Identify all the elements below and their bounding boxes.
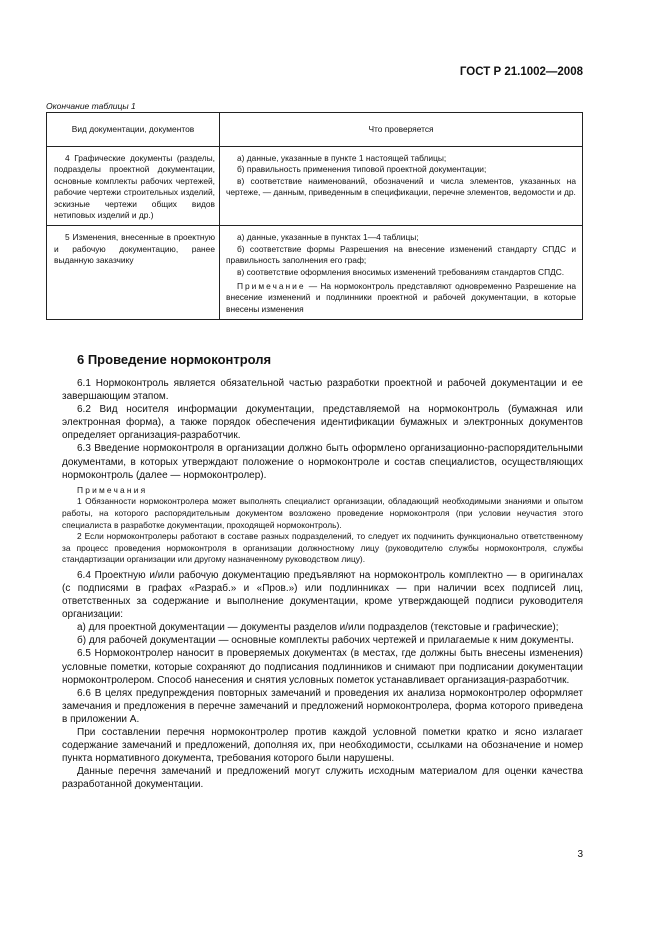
- paragraph-6-4-a: а) для проектной документации — документы разделов и/или подразделов (текстовые и графические);: [77, 622, 559, 634]
- table-note-label: Примечание: [237, 281, 306, 292]
- check-item: б) соответствие формы Разрешения на внесение изменений стандарту СПДС и правильность заполнения его граф;: [226, 243, 576, 266]
- check-item: в) соответствие наименований, обозначений и числа элементов, указанных на чертеже, — данным, приведенным в спецификации, перечне элементов, ведомости и др.: [226, 175, 576, 198]
- check-item: а) данные, указанные в пунктах 1—4 таблицы;: [237, 232, 419, 243]
- table-note: [226, 281, 576, 315]
- paragraph-6-5: 6.5 Нормоконтролер наносит в проверяемых документах (в местах, где должны быть внесены изменения) условные пометки, которые сохраняют до подписания подлинников и снимают при подписании документации нормоконтролером. Способ нанесения и снятия условных пометок устанавливает организация-разработчик.: [62, 648, 583, 686]
- column-header-checks: Что проверяется: [220, 113, 583, 147]
- table-cell-checks: [220, 226, 583, 320]
- check-table: [46, 112, 583, 320]
- row-kind-text: 4 Графические документы (разделы, подразделы проектной документации, основные комплекты рабочих чертежей, рабочие чертежи строительных изделий, эскизные чертежи общих видов нетиповых изделий и др.): [54, 153, 215, 221]
- paragraph-6-3: 6.3 Введение нормоконтроля в организации должно быть оформлено организационно-распорядительными документами, в которых утверждают положение о нормоконтроле и состав специалистов, осуществляющих нормоконтроль (далее — нормоконтролер).: [62, 443, 583, 481]
- row-kind-text: 5 Изменения, внесенные в проектную и рабочую документацию, ранее выданную заказчику: [54, 232, 215, 266]
- page-number: 3: [577, 849, 583, 860]
- table-row: [47, 226, 583, 320]
- note-2: 2 Если нормоконтролеры работают в составе разных подразделений, то следует их подчинить функционально ответственному за процесс проведения нормоконтроля в организации должностному лицу (руководителю службы нормоконтроля, службы стандартизации организации или другому назначенному руководством лицу).: [62, 531, 583, 565]
- check-item: б) правильность применения типовой проектной документации;: [237, 164, 487, 175]
- table-cell-checks: [220, 147, 583, 226]
- table-row: [47, 147, 583, 226]
- table-cell-kind: [47, 226, 220, 320]
- document-number-header: ГОСТ Р 21.1002—2008: [459, 66, 583, 78]
- paragraph-6-4: 6.4 Проектную и/или рабочую документацию предъявляют на нормоконтроль комплектно — в оригиналах (с подписями в графах «Разраб.» и «Пров.») или подлинниках — при наличии всех подписей лиц, ответственных за содержание и выполнение документации, кроме утверждающей подписи руководителя организации:: [62, 569, 583, 621]
- table-caption: Окончание таблицы 1: [46, 101, 136, 111]
- table-header-row: [47, 113, 583, 147]
- section-body: [62, 377, 583, 792]
- column-header-kind: Вид документации, документов: [47, 113, 220, 147]
- paragraph-6-1: 6.1 Нормоконтроль является обязательной частью разработки проектной и рабочей документации и ее завершающим этапом.: [62, 378, 583, 403]
- check-item: в) соответствие оформления вносимых изменений требованиям стандартов СПДС.: [237, 266, 565, 277]
- paragraph-6-6-c: Данные перечня замечаний и предложений могут служить исходным материалом для оценки качества разработанной документации.: [62, 766, 583, 791]
- table-cell-kind: [47, 147, 220, 226]
- note-1: 1 Обязанности нормоконтролера может выполнять специалист организации, обладающий необходимыми знаниями и опытом работы, на которого распорядительным документом возложено проведение нормоконтроля (при условии неучастия этого специалиста в разработке документации, проходящей нормоконтроль).: [62, 496, 583, 530]
- check-item: а) данные, указанные в пункте 1 настоящей таблицы;: [237, 153, 447, 163]
- paragraph-6-4-b: б) для рабочей документации — основные комплекты рабочих чертежей и прилагаемые к ним документы.: [77, 635, 574, 647]
- table-note-text: — На нормоконтроль представляют одновременно Разрешение на внесение изменений и подлинники проектной и рабочей документации, в которые внесены изменения: [226, 281, 576, 314]
- paragraph-6-6: 6.6 В целях предупреждения повторных замечаний и проведения их анализа нормоконтролер оформляет замечания и предложения в перечне замечаний и предложений нормоконтролера, форма которого приведена в приложении А.: [62, 687, 583, 725]
- notes-label: Примечания: [77, 484, 148, 495]
- paragraph-6-2: 6.2 Вид носителя информации документации, представляемой на нормоконтроль (бумажная или электронная форма), а также порядок обеспечения идентификации бумажных и электронных документов определяет организация-разработчик.: [62, 404, 583, 442]
- section-title: 6 Проведение нормоконтроля: [77, 352, 272, 367]
- paragraph-6-6-b: При составлении перечня нормоконтролер против каждой условной пометки кратко и ясно излагает содержание замечаний и предложений, дополняя их, при необходимости, ссылками на обозначение и номер пункта нормативного документа, требования которого были нарушены.: [62, 727, 583, 765]
